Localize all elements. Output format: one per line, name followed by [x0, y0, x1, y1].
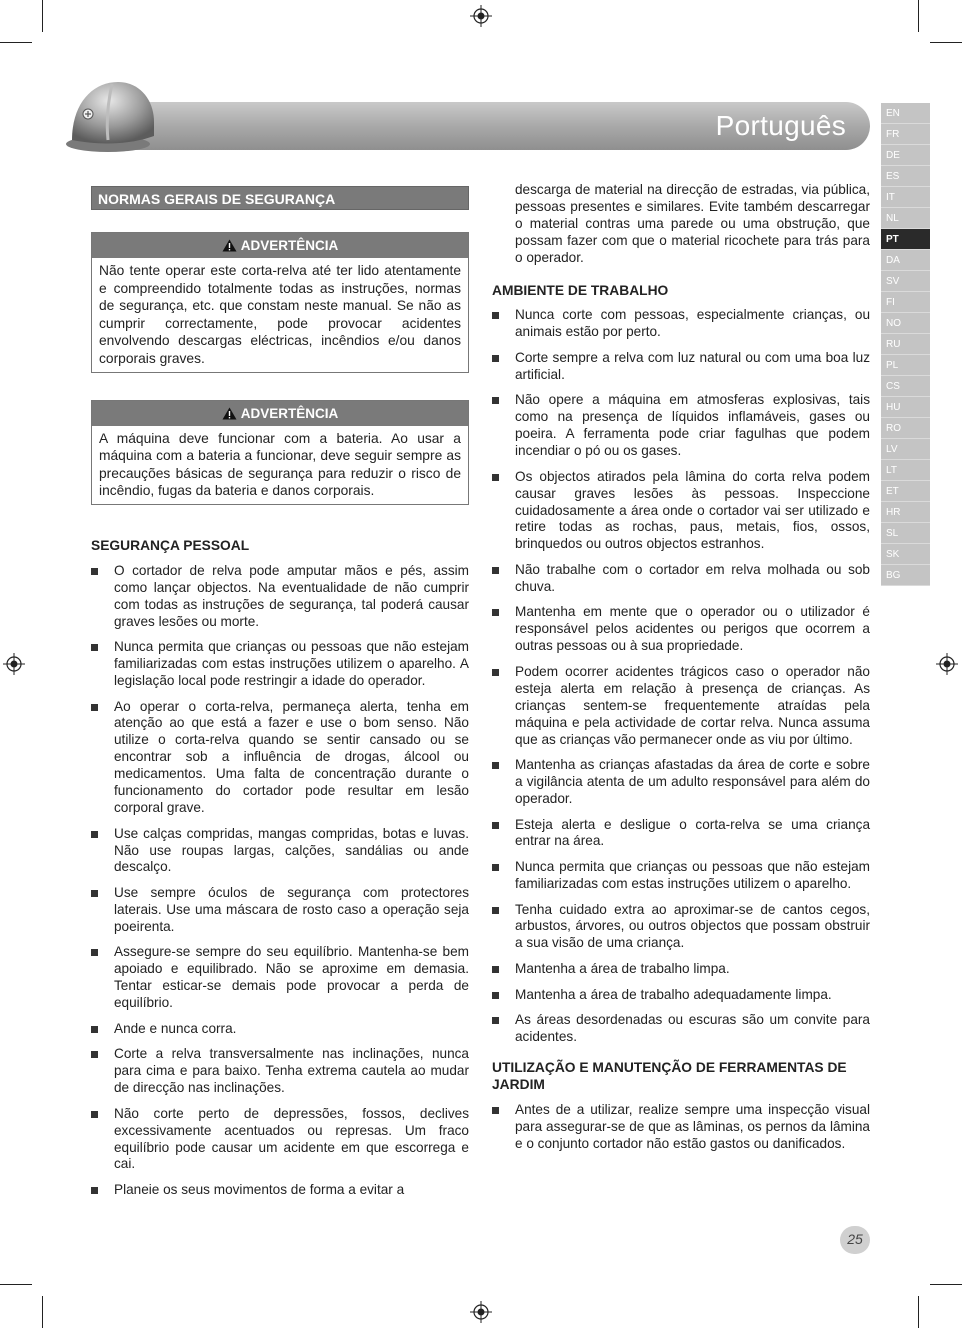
- page-number: 25: [840, 1226, 870, 1254]
- language-tab: SV: [881, 271, 930, 292]
- list-item: [91, 1021, 469, 1038]
- list-item-text: Planeie os seus movimentos de forma a evitar a: [114, 1182, 405, 1198]
- list-item: [492, 987, 870, 1004]
- list-item: [492, 1102, 870, 1153]
- language-tab: DA: [881, 250, 930, 271]
- list-item: [492, 961, 870, 978]
- language-tab: LT: [881, 460, 930, 481]
- language-tab: NO: [881, 313, 930, 334]
- bullet-square-icon: [492, 1017, 499, 1024]
- language-tab: FR: [881, 124, 930, 145]
- list-item-text: Mantenha em mente que o operador ou o utilizador é responsável pelos acidentes ou perigos que ocorrem a outras pessoas ou à sua propriedade.: [515, 604, 870, 654]
- bullet-square-icon: [91, 704, 98, 711]
- bullet-square-icon: [91, 890, 98, 897]
- list-item: [91, 1046, 469, 1097]
- language-index: [881, 103, 930, 586]
- continued-paragraph: descarga de material na direcção de estradas, via pública, pessoas presentes e similares. Evite também descarregar o material contras uma parede ou uma obstrução, que possam fazer com que o material ricochete para trás para o operador.: [515, 182, 870, 265]
- bullet-square-icon: [492, 907, 499, 914]
- registration-mark-icon: [3, 653, 25, 675]
- subsection-title: UTILIZAÇÃO E MANUTENÇÃO DE FERRAMENTAS DE JARDIM: [492, 1059, 847, 1092]
- list-item: [91, 1106, 469, 1174]
- language-tab: LV: [881, 439, 930, 460]
- bullet-square-icon: [492, 312, 499, 319]
- language-tab: IT: [881, 187, 930, 208]
- safety-helmet-icon: [62, 74, 158, 154]
- language-tab: RU: [881, 334, 930, 355]
- list-item-text: Tenha cuidado extra ao aproximar-se de cantos cegos, arbustos, árvores, ou outros objectos que possam obstruir a sua visão de uma criança.: [515, 901, 870, 951]
- list-item: [91, 885, 469, 936]
- bullet-square-icon: [91, 568, 98, 575]
- list-item-text: Antes de a utilizar, realize sempre uma inspecção visual para assegurar-se de que as lâminas, os pernos da lâmina e o conjunto cortador não estão gastos ou danificados.: [515, 1101, 870, 1151]
- list-item: [492, 757, 870, 808]
- bullet-list: [492, 307, 870, 1045]
- warning-heading-label: ADVERTÊNCIA: [240, 238, 339, 253]
- list-item-text: Corte a relva transversalmente nas inclinações, nunca para cima e para baixo. Tenha extrema cautela ao mudar de direcção nas inclinações.: [114, 1046, 469, 1096]
- list-item: [492, 859, 870, 893]
- bullet-square-icon: [492, 567, 499, 574]
- bullet-list: [91, 563, 469, 1199]
- list-item-text: Esteja alerta e desligue o corta-relva se uma criança entrar na área.: [515, 816, 870, 849]
- list-item: [492, 664, 870, 749]
- bullet-square-icon: [492, 669, 499, 676]
- list-item: [492, 604, 870, 655]
- list-item: [91, 1182, 469, 1199]
- list-item-text: Nunca corte com pessoas, especialmente crianças, ou animais estão por perto.: [515, 307, 870, 340]
- list-item-text: Mantenha a área de trabalho limpa.: [515, 960, 730, 976]
- bullet-square-icon: [492, 1107, 499, 1114]
- list-item: [492, 902, 870, 953]
- language-tab: DE: [881, 145, 930, 166]
- warning-triangle-icon: [222, 239, 237, 252]
- crop-mark: [918, 0, 919, 32]
- list-item-text: Ao operar o corta-relva, permaneça alerta, tenha em atenção ao que está a fazer e use o bom senso. Não utilize o corta-relva quando se sentir cansado ou se encontrar sob a influência de drogas, álcool ou medicamentos. Uma falta de concentração durante o funcionamento do cortador pode resultar em lesão corporal grave.: [114, 698, 469, 815]
- language-tab-active: PT: [881, 229, 930, 250]
- list-item: [492, 350, 870, 384]
- section-title: NORMAS GERAIS DE SEGURANÇA: [91, 186, 469, 210]
- language-tab: ET: [881, 481, 930, 502]
- bullet-square-icon: [492, 355, 499, 362]
- warning-text: A máquina deve funcionar com a bateria. Ao usar a máquina com a bateria a funcionar, deve seguir sempre as precauções básicas de segurança para reduzir o risco de incêndio, fugas da bateria e danos corporais.: [99, 430, 461, 499]
- bullet-square-icon: [492, 966, 499, 973]
- crop-mark: [42, 1296, 43, 1328]
- bullet-square-icon: [91, 1187, 98, 1194]
- crop-mark: [42, 0, 43, 32]
- list-item-text: Não trabalhe com o cortador em relva molhada ou sob chuva.: [515, 561, 870, 594]
- crop-mark: [930, 1284, 962, 1285]
- list-item: [91, 699, 469, 817]
- page-title: Português: [715, 110, 846, 141]
- bullet-square-icon: [492, 822, 499, 829]
- warning-heading: [92, 401, 468, 426]
- registration-mark-icon: [470, 1301, 492, 1323]
- bullet-square-icon: [91, 949, 98, 956]
- bullet-square-icon: [492, 397, 499, 404]
- bullet-square-icon: [91, 831, 98, 838]
- language-tab: EN: [881, 103, 930, 124]
- list-item-text: Nunca permita que crianças ou pessoas que não estejam familiarizadas com estas instruções utilizem o aparelho.: [515, 859, 870, 891]
- warning-text: Não tente operar este corta-relva até ter lido atentamente e compreendido totalmente todas as instruções, normas de segurança, etc. que constam neste manual. Se não as cumprir correctamente, pode provocar acidentes envolvendo descargas eléctricas, incêndios e/ou danos corporais graves.: [99, 263, 461, 366]
- warning-heading-label: ADVERTÊNCIA: [240, 405, 339, 421]
- crop-mark: [0, 42, 32, 43]
- list-item-text: Não opere a máquina em atmosferas explosivas, tais como na presença de líquidos inflamáveis, gases ou poeira. A ferramenta pode criar fagulhas que podem incendiar o pó ou os gases.: [515, 392, 870, 459]
- list-item-text: O cortador de relva pode amputar mãos e pés, assim como lançar objectos. Na eventualidade de não cumprir com todas as instruções de segurança, tal poderá causar graves lesões ou morte.: [114, 562, 469, 629]
- subsection-title: SEGURANÇA PESSOAL: [91, 537, 250, 553]
- list-item-text: Os objectos atirados pela lâmina do corta relva podem causar graves lesões às pessoas. Inspeccione cuidadosamente a área onde o cortador vai ser utilizado e retire todas as rochas, paus, metais, fios, ossos, brinquedos ou outros objectos estranhos.: [515, 468, 870, 552]
- registration-mark-icon: [936, 653, 958, 675]
- list-item-text: As áreas desordenadas ou escuras são um convite para acidentes.: [515, 1012, 870, 1044]
- list-item-text: Mantenha a área de trabalho adequadamente limpa.: [515, 986, 832, 1002]
- warning-triangle-icon: [222, 407, 237, 420]
- list-item: [492, 469, 870, 554]
- bullet-square-icon: [492, 762, 499, 769]
- list-item: [91, 826, 469, 877]
- list-item: [91, 639, 469, 690]
- language-tab: BG: [881, 565, 930, 586]
- list-item-text: Use calças compridas, mangas compridas, botas e luvas. Não use roupas largas, calções, sandálias ou ande descalço.: [114, 825, 469, 875]
- list-item-text: Corte sempre a relva com luz natural ou com uma boa luz artificial.: [515, 349, 870, 382]
- bullet-square-icon: [91, 644, 98, 651]
- list-item-text: Mantenha as crianças afastadas da área de corte e sobre a vigilância atenta de um adulto responsável para além do operador.: [515, 757, 870, 806]
- language-tab: HR: [881, 502, 930, 523]
- crop-mark: [0, 1284, 32, 1285]
- warning-heading: [92, 233, 468, 258]
- crop-mark: [930, 42, 962, 43]
- language-tab: ES: [881, 166, 930, 187]
- language-tab: PL: [881, 355, 930, 376]
- language-tab: HU: [881, 397, 930, 418]
- list-item: [91, 944, 469, 1012]
- list-item: [492, 817, 870, 851]
- language-tab: RO: [881, 418, 930, 439]
- crop-mark: [918, 1296, 919, 1328]
- list-item: [492, 307, 870, 341]
- bullet-square-icon: [492, 992, 499, 999]
- language-tab: FI: [881, 292, 930, 313]
- warning-box: [91, 232, 469, 373]
- language-tab: NL: [881, 208, 930, 229]
- language-tab: SK: [881, 544, 930, 565]
- bullet-square-icon: [492, 609, 499, 616]
- list-item-text: Não corte perto de depressões, fossos, declives excessivamente acentuados ou represas. Um fraco equilíbrio pode causar um acidente em que escorrega e cai.: [114, 1105, 469, 1172]
- subsection-title: AMBIENTE DE TRABALHO: [492, 282, 669, 298]
- language-tab: SL: [881, 523, 930, 544]
- bullet-square-icon: [91, 1026, 98, 1033]
- list-item-text: Podem ocorrer acidentes trágicos caso o operador não esteja alerta em relação à presença de crianças. As crianças sentem-se frequentemente atraídas pela máquina e pela actividade de cortar relva. Nunca assuma que as crianças vão permanecer onde as viu por último.: [515, 663, 870, 747]
- list-item-text: Use sempre óculos de segurança com protectores laterais. Use uma máscara de rosto caso a operação seja poeirenta.: [114, 885, 469, 934]
- registration-mark-icon: [470, 5, 492, 27]
- right-column: [492, 182, 870, 1161]
- list-item-text: Ande e nunca corra.: [114, 1020, 237, 1036]
- list-item-text: Assegure-se sempre do seu equilíbrio. Mantenha-se bem apoiado e equilibrado. Não se aproxime em demasia. Tentar esticar-se demais pode provocar a perda de equilíbrio.: [114, 944, 469, 1011]
- warning-box: [91, 400, 469, 505]
- header-banner: [108, 102, 870, 150]
- list-item: [492, 1012, 870, 1046]
- bullet-list: [492, 1102, 870, 1153]
- bullet-square-icon: [492, 474, 499, 481]
- bullet-square-icon: [91, 1111, 98, 1118]
- list-item-text: Nunca permita que crianças ou pessoas que não estejam familiarizadas com estas instruções utilizem o aparelho. A legislação local pode restringir a idade do operador.: [114, 639, 469, 688]
- list-item: [492, 562, 870, 596]
- list-item: [492, 392, 870, 460]
- left-column: [91, 186, 469, 1208]
- language-tab: CS: [881, 376, 930, 397]
- bullet-square-icon: [492, 864, 499, 871]
- list-item: [91, 563, 469, 631]
- bullet-square-icon: [91, 1051, 98, 1058]
